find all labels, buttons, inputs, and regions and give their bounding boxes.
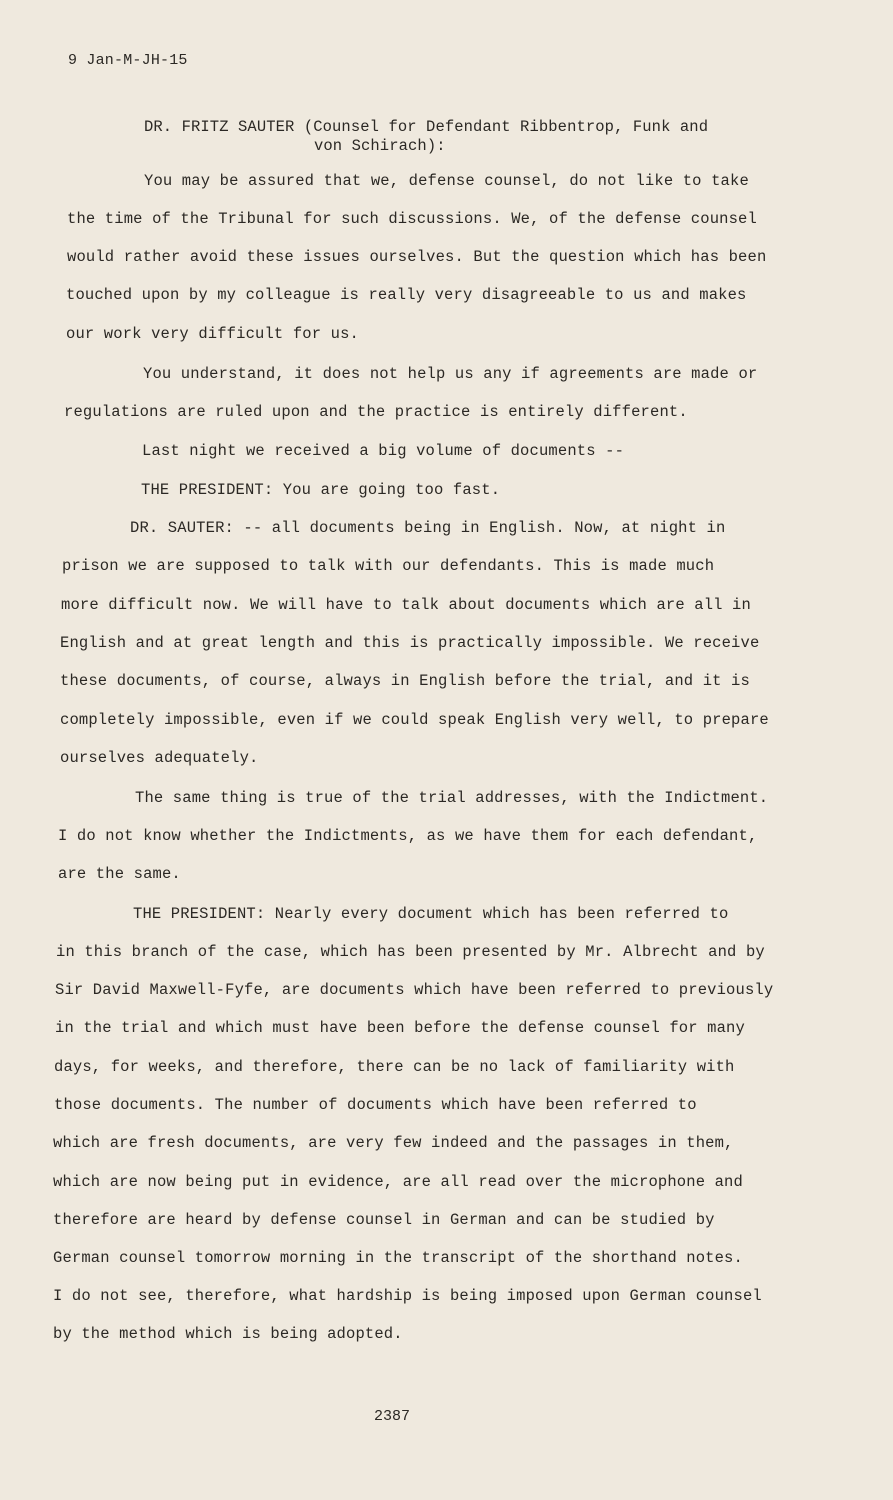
text-line: are the same.: [58, 865, 181, 883]
text-line: German counsel tomorrow morning in the transcript of the shorthand notes.: [53, 1249, 743, 1267]
text-line: You may be assured that we, defense counsel, do not like to take: [144, 172, 749, 190]
text-line: Last night we received a big volume of documents --: [142, 442, 625, 460]
text-line: English and at great length and this is practically impossible. We receive: [60, 634, 760, 652]
text-line: those documents. The number of documents which have been referred to: [54, 1096, 697, 1114]
text-line: therefore are heard by defense counsel in German and can be studied by: [53, 1211, 715, 1229]
text-line: which are now being put in evidence, are all read over the microphone and: [53, 1173, 743, 1191]
speaker-heading: [144, 118, 708, 156]
text-line: DR. SAUTER: -- all documents being in English. Now, at night in: [130, 519, 726, 537]
text-line: would rather avoid these issues ourselves. But the question which has been: [67, 248, 767, 266]
text-line: by the method which is being adopted.: [53, 1325, 403, 1343]
text-line: Sir David Maxwell-Fyfe, are documents which have been referred to previously: [55, 981, 774, 999]
text-line: You understand, it does not help us any if agreements are made or: [143, 365, 758, 383]
text-line: regulations are ruled upon and the practice is entirely different.: [64, 403, 688, 421]
speaker-heading-line-2: von Schirach):: [314, 137, 446, 155]
text-line: days, for weeks, and therefore, there can be no lack of familiarity with: [54, 1058, 735, 1076]
text-line: touched upon by my colleague is really very disagreeable to us and makes: [66, 286, 747, 304]
text-line: THE PRESIDENT: Nearly every document which has been referred to: [133, 905, 729, 923]
text-line: prison we are supposed to talk with our defendants. This is made much: [62, 557, 715, 575]
text-line: in this branch of the case, which has been presented by Mr. Albrecht and by: [56, 943, 765, 961]
text-line: the time of the Tribunal for such discussions. We, of the defense counsel: [67, 210, 757, 228]
text-line: The same thing is true of the trial addresses, with the Indictment.: [135, 789, 769, 807]
speaker-heading-line-1: DR. FRITZ SAUTER (Counsel for Defendant Ribbentrop, Funk and: [144, 118, 709, 136]
text-line: which are fresh documents, are very few indeed and the passages in them,: [53, 1134, 734, 1152]
text-line: our work very difficult for us.: [66, 325, 359, 343]
text-line: completely impossible, even if we could speak English very well, to prepare: [60, 711, 769, 729]
text-line: I do not know whether the Indictments, as we have them for each defendant,: [58, 827, 758, 845]
page-number: 2387: [374, 1408, 411, 1425]
text-line: more difficult now. We will have to talk about documents which are all in: [61, 596, 751, 614]
text-line: these documents, of course, always in English before the trial, and it is: [60, 672, 750, 690]
text-line: in the trial and which must have been before the defense counsel for many: [55, 1019, 745, 1037]
text-line: ourselves adequately.: [60, 749, 259, 767]
text-line: THE PRESIDENT: You are going too fast.: [141, 481, 501, 499]
document-reference: 9 Jan-M-JH-15: [68, 52, 188, 69]
text-line: I do not see, therefore, what hardship is being imposed upon German counsel: [53, 1287, 762, 1305]
